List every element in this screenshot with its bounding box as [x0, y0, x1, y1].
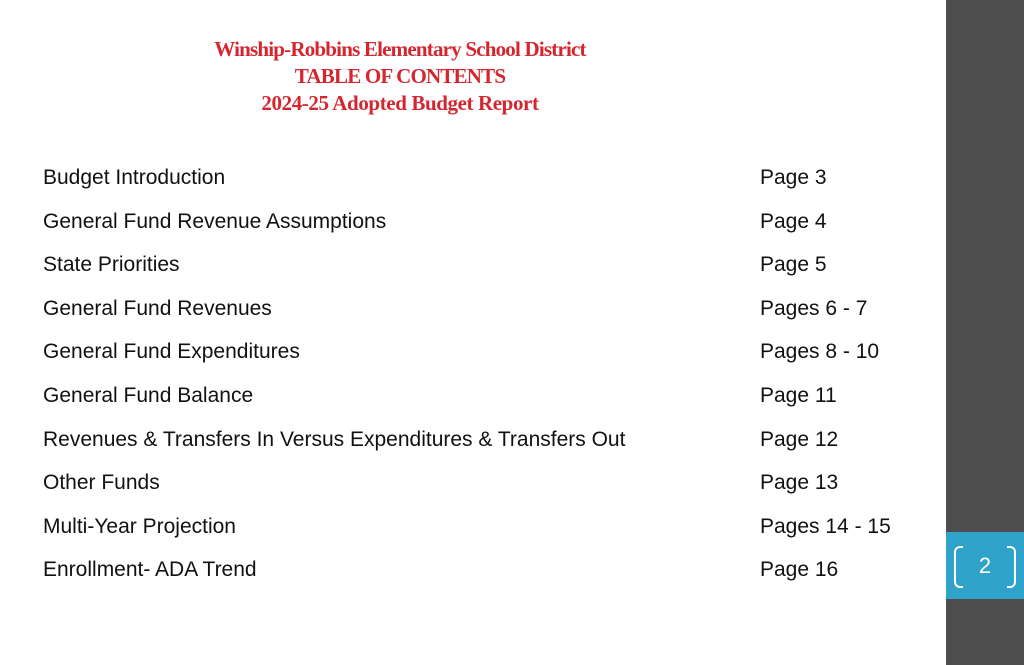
toc-item-page: Pages 6 - 7 — [760, 296, 868, 320]
district-name: Winship-Robbins Elementary School District — [214, 37, 586, 61]
slide-number: 2 — [978, 553, 992, 578]
slide-number-badge — [946, 532, 1024, 599]
toc-item-title: State Priorities — [43, 253, 180, 277]
toc-row — [43, 551, 923, 595]
report-title: 2024-25 Adopted Budget Report — [261, 91, 539, 115]
toc-item-title: General Fund Expenditures — [43, 340, 300, 364]
toc-row — [43, 246, 923, 290]
toc-item-page: Page 3 — [760, 166, 827, 189]
toc-item-title: Budget Introduction — [43, 166, 226, 189]
toc-row — [43, 333, 923, 377]
toc-row — [43, 203, 923, 247]
toc-item-page: Page 13 — [760, 471, 839, 495]
toc-row — [43, 159, 923, 203]
table-of-contents — [43, 159, 923, 595]
right-sidebar — [946, 0, 1024, 665]
toc-item-title: Multi-Year Projection — [43, 514, 236, 538]
slide-header — [0, 36, 800, 117]
toc-item-title: General Fund Revenue Assumptions — [43, 209, 387, 233]
toc-item-title: Revenues & Transfers In Versus Expenditures & Transfers Out — [43, 427, 626, 451]
toc-heading: TABLE OF CONTENTS — [294, 64, 506, 88]
toc-item-page: Pages 8 - 10 — [760, 340, 880, 364]
toc-row — [43, 464, 923, 508]
toc-item-title: General Fund Revenues — [43, 296, 272, 320]
toc-item-title: General Fund Balance — [43, 383, 254, 407]
toc-item-page: Page 16 — [760, 558, 839, 582]
toc-item-page: Page 5 — [760, 253, 827, 277]
toc-item-title: Enrollment- ADA Trend — [43, 558, 257, 582]
toc-item-page: Pages 14 - 15 — [760, 514, 891, 538]
toc-row — [43, 508, 923, 552]
toc-item-title: Other Funds — [43, 471, 160, 495]
toc-row — [43, 290, 923, 334]
toc-row — [43, 421, 923, 465]
toc-item-page: Page 11 — [760, 383, 837, 407]
toc-row — [43, 377, 923, 421]
toc-item-page: Page 12 — [760, 427, 839, 451]
toc-item-page: Page 4 — [760, 209, 827, 233]
